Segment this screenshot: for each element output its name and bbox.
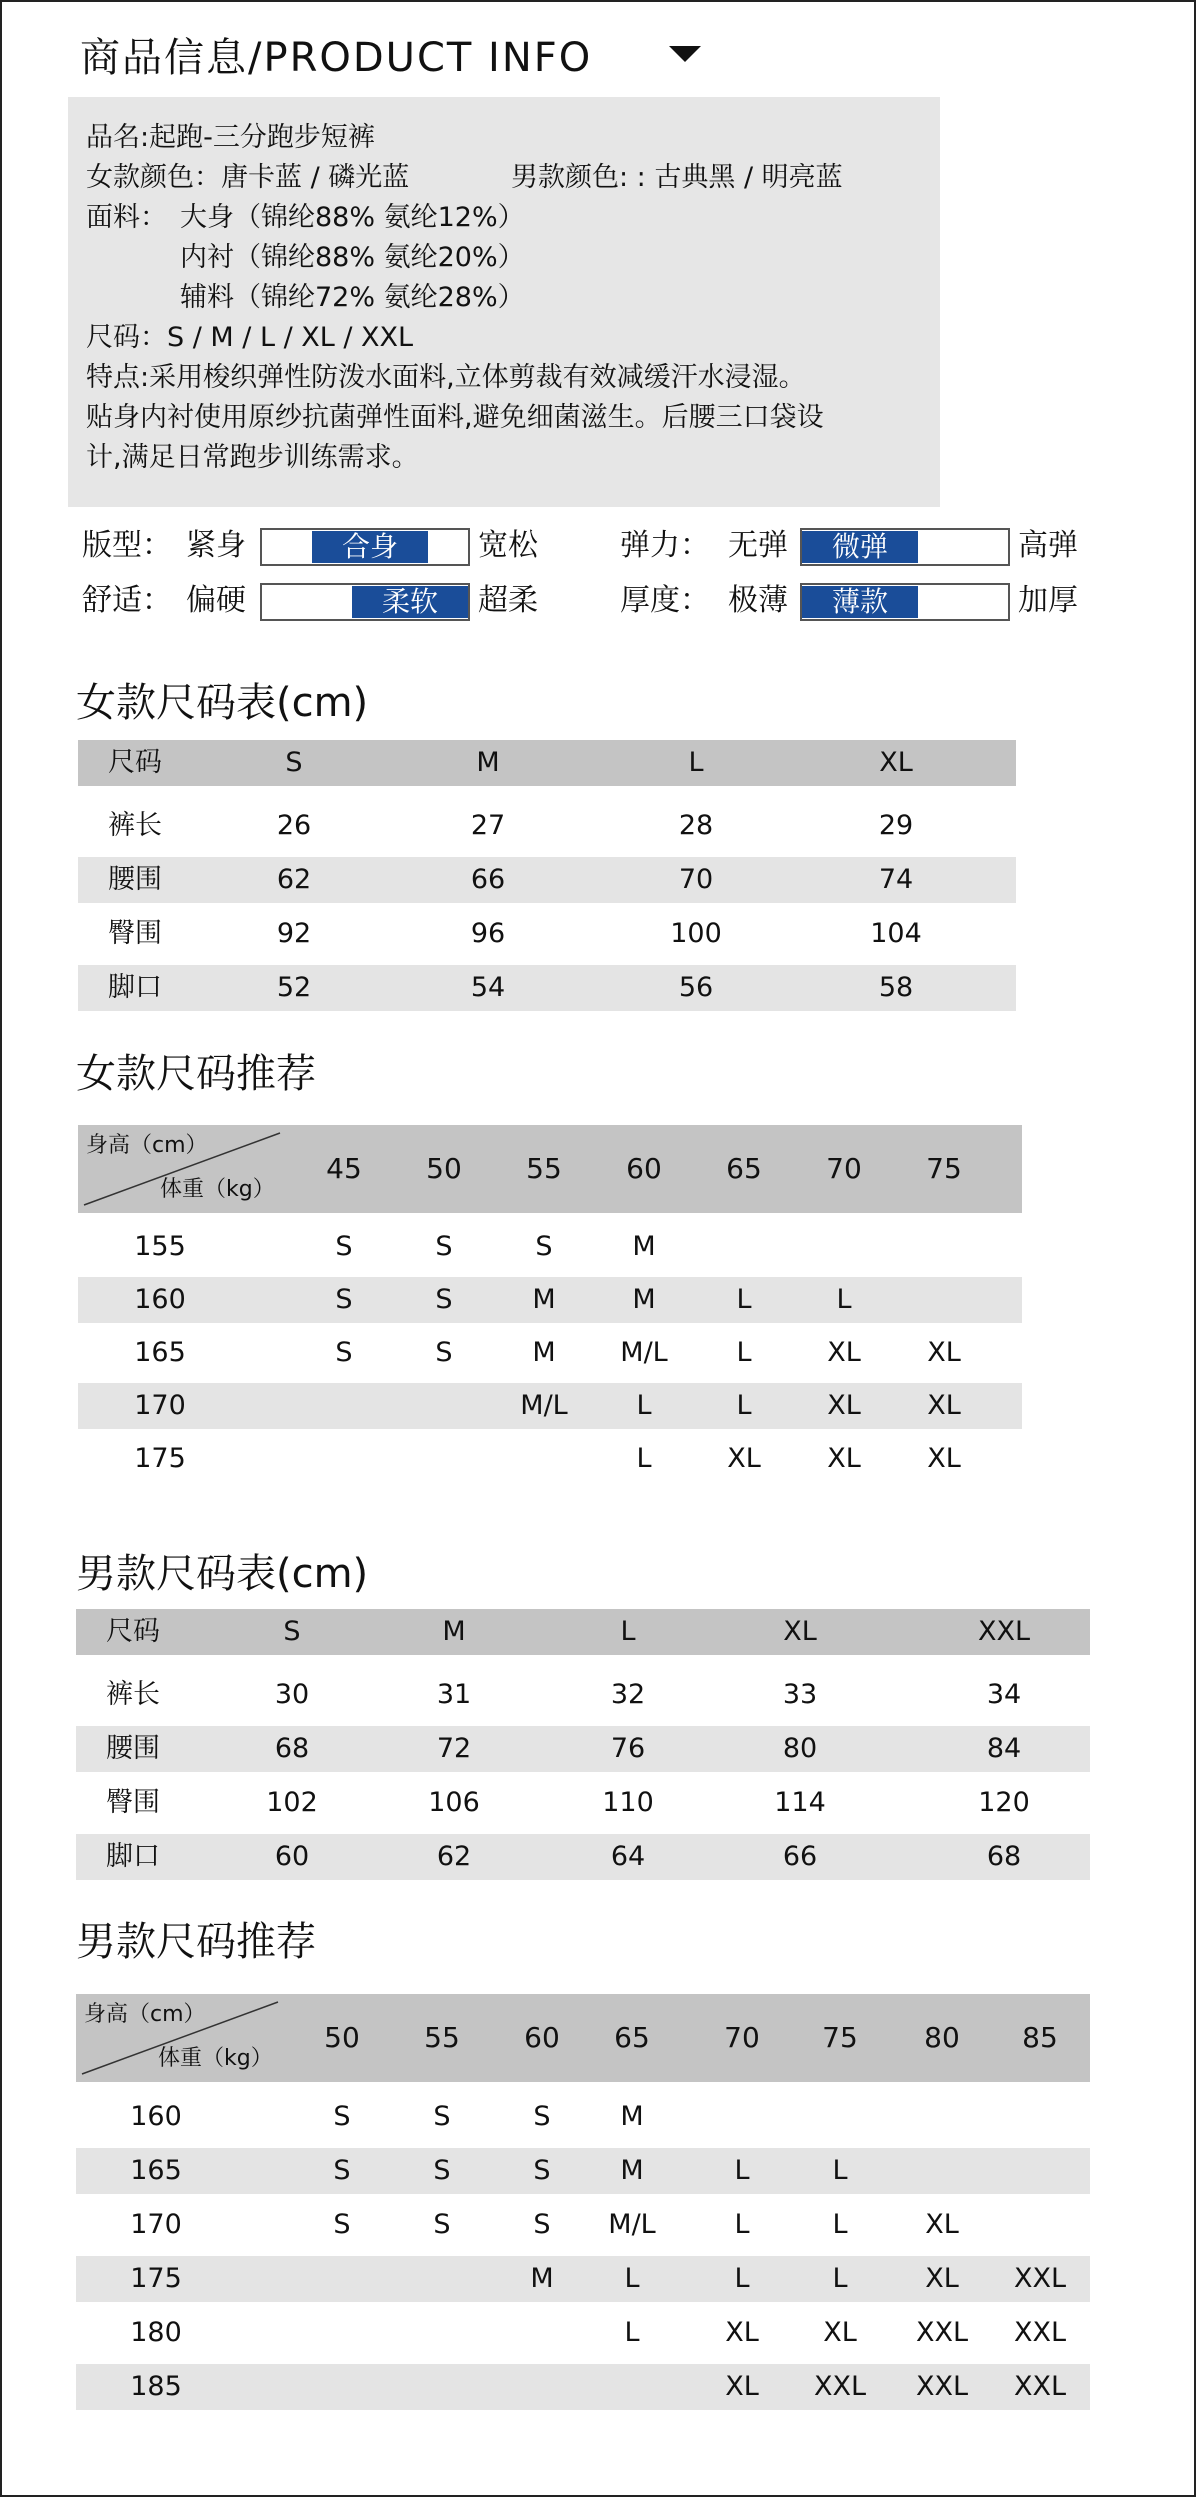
elasticity-scale	[800, 528, 1010, 566]
women-size-table-row	[78, 857, 1016, 903]
thickness-right: 加厚	[1018, 583, 1078, 618]
women-recommend-table-cell: M/L	[620, 1337, 668, 1368]
women-recommend-table-cell: XL	[927, 1443, 961, 1474]
thickness-scale	[800, 583, 1010, 621]
men-size-table-cell: 脚口	[106, 1841, 160, 1872]
men-size-table-header-cell: XXL	[977, 1616, 1031, 1647]
men-recommend-table-weight-value: 60	[524, 2021, 560, 2054]
women-size-table-cell: 28	[678, 810, 714, 841]
men-recommend-table-weight-value: 80	[924, 2021, 960, 2054]
men-recommend-table-cell: M/L	[608, 2209, 656, 2240]
comfort-left: 偏硬	[186, 583, 246, 618]
women-size-table-cell: 74	[878, 864, 914, 895]
women-recommend-table-weight-value: 75	[926, 1152, 962, 1185]
men-recommend-table-row	[76, 2202, 1090, 2248]
men-size-table-cell: 34	[986, 1679, 1022, 1710]
fit-left: 紧身	[186, 528, 246, 563]
thickness-selected: 薄款	[802, 586, 918, 618]
men-recommend-table-row	[76, 2310, 1090, 2356]
men-recommend-table-row	[76, 2256, 1090, 2302]
men-recommend-table-cell: M	[620, 2155, 644, 2186]
comfort-right: 超柔	[478, 583, 538, 618]
women-recommend-table-cell: L	[636, 1390, 652, 1421]
men-recommend-table-cell: L	[734, 2209, 750, 2240]
women-size-table-cell: 裤长	[108, 810, 162, 841]
men-recommend-table-cell: S	[533, 2155, 551, 2186]
men-recommend-table-cell: S	[433, 2101, 451, 2132]
men-size-table-cell: 64	[610, 1841, 646, 1872]
women-size-table-cell: 脚口	[108, 972, 162, 1003]
thickness-left: 极薄	[728, 583, 788, 618]
men-size-table-row	[76, 1834, 1090, 1880]
men-recommend-table-cell: 185	[130, 2371, 182, 2402]
women-recommend-table-cell: M	[632, 1231, 656, 1262]
men-recommend-table-cell: XXL	[1013, 2371, 1067, 2402]
women-recommend-table-weight-label: 体重（kg）	[160, 1177, 275, 1202]
elasticity-left: 无弹	[728, 528, 788, 563]
men-recommend-table-cell: XL	[823, 2317, 857, 2348]
women-recommend-table-row	[78, 1383, 1022, 1429]
men-recommend-table-cell: XL	[725, 2317, 759, 2348]
product-info-panel	[68, 97, 940, 507]
men-size-table-cell: 33	[782, 1679, 818, 1710]
women-size-table-header-cell: L	[688, 747, 704, 778]
men-size-table-cell: 68	[986, 1841, 1022, 1872]
women-recommend-table-row	[78, 1330, 1022, 1376]
women-size-table-row	[78, 803, 1016, 849]
men-recommend-table-cell: L	[832, 2155, 848, 2186]
women-recommend-table-cell: S	[335, 1337, 353, 1368]
men-recommend-table-cell: 165	[130, 2155, 182, 2186]
fabric-lining: 内衬（锦纶88% 氨纶20%）	[180, 242, 525, 273]
men-recommend-table-weight-label: 体重（kg）	[158, 2046, 273, 2071]
women-size-table-header-cell: M	[476, 747, 500, 778]
women-size-table-title: 女款尺码表(cm)	[76, 680, 369, 726]
men-recommend-table-cell: L	[624, 2263, 640, 2294]
fit-scale	[260, 528, 470, 566]
men-recommend-table-cell: L	[832, 2263, 848, 2294]
men-size-table-header-cell: M	[442, 1616, 466, 1647]
men-recommend-table-cell: S	[333, 2101, 351, 2132]
fit-selected: 合身	[312, 531, 428, 563]
men-size-table-row	[76, 1726, 1090, 1772]
women-size-table-cell: 52	[276, 972, 312, 1003]
men-recommend-table-weight-value: 65	[614, 2021, 650, 2054]
men-recommend-table-weight-value: 75	[822, 2021, 858, 2054]
men-recommend-table-weight-value: 55	[424, 2021, 460, 2054]
women-recommend-table-weight-value: 50	[426, 1152, 462, 1185]
features-line-2: 贴身内衬使用原纱抗菌弹性面料,避免细菌滋生。后腰三口袋设	[86, 402, 824, 433]
men-recommend-table-cell: S	[533, 2101, 551, 2132]
men-size-table-cell: 裤长	[106, 1679, 160, 1710]
men-recommend-table-header	[76, 1994, 1090, 2082]
elasticity-label: 弹力：	[620, 528, 710, 563]
women-recommend-table-cell: M/L	[520, 1390, 568, 1421]
women-recommend-table-height-label: 身高（cm）	[86, 1133, 208, 1158]
men-recommend-table-row	[76, 2148, 1090, 2194]
women-size-table-row	[78, 965, 1016, 1011]
product-name: 品名:起跑-三分跑步短裤	[86, 122, 375, 153]
comfort-selected: 柔软	[352, 586, 468, 618]
women-size-table-cell: 96	[470, 918, 506, 949]
men-size-table-cell: 114	[774, 1787, 826, 1818]
women-recommend-table-row	[78, 1224, 1022, 1270]
fabric-trim: 辅料（锦纶72% 氨纶28%）	[180, 282, 525, 313]
women-recommend-table-cell: S	[335, 1231, 353, 1262]
men-size-table-header-cell: S	[283, 1616, 301, 1647]
women-recommend-table-cell: XL	[727, 1443, 761, 1474]
men-recommend-table-cell: XXL	[1013, 2317, 1067, 2348]
men-recommend-table-cell: XL	[925, 2209, 959, 2240]
comfort-label: 舒适：	[82, 583, 172, 618]
men-size-table-cell: 62	[436, 1841, 472, 1872]
men-recommend-table-row	[76, 2364, 1090, 2410]
women-recommend-table-weight-value: 70	[826, 1152, 862, 1185]
men-recommend-table-cell: S	[433, 2209, 451, 2240]
women-size-table-row	[78, 911, 1016, 957]
women-recommend-table-cell: L	[836, 1284, 852, 1315]
men-recommend-table-cell: S	[433, 2155, 451, 2186]
women-size-table-cell: 26	[276, 810, 312, 841]
men-size-table-cell: 60	[274, 1841, 310, 1872]
women-recommend-table-cell: XL	[827, 1337, 861, 1368]
women-size-table-cell: 腰围	[108, 864, 162, 895]
women-recommend-table-cell: L	[736, 1337, 752, 1368]
women-recommend-title: 女款尺码推荐	[76, 1051, 316, 1097]
women-recommend-table-row	[78, 1277, 1022, 1323]
women-recommend-table-cell: XL	[927, 1390, 961, 1421]
men-recommend-table-cell: XXL	[813, 2371, 867, 2402]
men-size-table-header-cell: L	[620, 1616, 636, 1647]
men-recommend-table-cell: M	[620, 2101, 644, 2132]
women-size-table-cell: 70	[678, 864, 714, 895]
men-size-table-row	[76, 1780, 1090, 1826]
men-recommend-table-cell: M	[530, 2263, 554, 2294]
men-recommend-title: 男款尺码推荐	[76, 1919, 316, 1965]
men-recommend-table-cell: L	[624, 2317, 640, 2348]
features-line-1: 特点:采用梭织弹性防泼水面料,立体剪裁有效减缓汗水浸湿。	[86, 362, 806, 393]
men-recommend-table-weight-value: 70	[724, 2021, 760, 2054]
men-colors: 男款颜色: : 古典黑 / 明亮蓝	[511, 162, 843, 193]
women-recommend-table-cell: XL	[827, 1390, 861, 1421]
men-recommend-table-cell: L	[734, 2263, 750, 2294]
women-recommend-table-weight-value: 55	[526, 1152, 562, 1185]
men-size-table-cell: 76	[610, 1733, 646, 1764]
triangle-down-icon[interactable]	[669, 46, 701, 62]
men-size-table-cell: 32	[610, 1679, 646, 1710]
women-recommend-table-cell: 175	[134, 1443, 186, 1474]
men-size-table-cell: 84	[986, 1733, 1022, 1764]
women-recommend-table-cell: XL	[927, 1337, 961, 1368]
men-size-table-cell: 臀围	[106, 1787, 160, 1818]
men-size-table-cell: 102	[266, 1787, 318, 1818]
men-recommend-table-cell: XL	[925, 2263, 959, 2294]
women-recommend-table-cell: XL	[827, 1443, 861, 1474]
page-title: 商品信息/PRODUCT INFO	[80, 35, 593, 81]
women-size-table-cell: 54	[470, 972, 506, 1003]
men-recommend-table-cell: 160	[130, 2101, 182, 2132]
men-recommend-table-row	[76, 2094, 1090, 2140]
men-size-table-cell: 腰围	[106, 1733, 160, 1764]
men-recommend-table-cell: 175	[130, 2263, 182, 2294]
men-recommend-table-cell: 180	[130, 2317, 182, 2348]
women-recommend-table-cell: L	[736, 1284, 752, 1315]
women-size-table-cell: 58	[878, 972, 914, 1003]
women-recommend-table-cell: S	[435, 1231, 453, 1262]
men-recommend-table-cell: XL	[725, 2371, 759, 2402]
comfort-scale	[260, 583, 470, 621]
women-recommend-table-cell: S	[435, 1337, 453, 1368]
elasticity-selected: 微弹	[802, 531, 918, 563]
men-recommend-table-cell: XXL	[915, 2371, 969, 2402]
women-recommend-table-row	[78, 1436, 1022, 1482]
women-recommend-table-weight-value: 45	[326, 1152, 362, 1185]
women-size-table-cell: 92	[276, 918, 312, 949]
women-size-table-header-cell: 尺码	[108, 747, 162, 778]
fabric-main: 大身（锦纶88% 氨纶12%）	[180, 202, 525, 233]
men-recommend-table-cell: S	[533, 2209, 551, 2240]
men-size-table-cell: 110	[602, 1787, 654, 1818]
men-size-table-cell: 80	[782, 1733, 818, 1764]
women-size-table-cell: 27	[470, 810, 506, 841]
women-size-table-cell: 104	[870, 918, 922, 949]
men-recommend-table-cell: 170	[130, 2209, 182, 2240]
women-recommend-table-cell: S	[335, 1284, 353, 1315]
men-size-table-header	[76, 1609, 1090, 1655]
women-recommend-table-cell: 155	[134, 1231, 186, 1262]
women-recommend-table-cell: 160	[134, 1284, 186, 1315]
men-recommend-table-weight-value: 85	[1022, 2021, 1058, 2054]
women-size-table-cell: 臀围	[108, 918, 162, 949]
men-size-table-header-cell: XL	[783, 1616, 817, 1647]
women-size-table-cell: 66	[470, 864, 506, 895]
men-recommend-table-cell: S	[333, 2209, 351, 2240]
men-recommend-table-cell: S	[333, 2155, 351, 2186]
women-recommend-table-cell: L	[636, 1443, 652, 1474]
women-recommend-table-cell: S	[435, 1284, 453, 1315]
men-size-table-header-cell: 尺码	[106, 1616, 160, 1647]
thickness-label: 厚度：	[620, 583, 710, 618]
women-size-table-cell: 100	[670, 918, 722, 949]
women-size-table-cell: 62	[276, 864, 312, 895]
men-recommend-table-weight-value: 50	[324, 2021, 360, 2054]
men-size-table-cell: 68	[274, 1733, 310, 1764]
fabric-label: 面料：	[86, 202, 167, 233]
men-recommend-table-cell: XXL	[1013, 2263, 1067, 2294]
women-size-table-header-cell: XL	[879, 747, 913, 778]
men-size-table-title: 男款尺码表(cm)	[76, 1551, 369, 1597]
men-size-table-cell: 120	[978, 1787, 1030, 1818]
men-size-table-cell: 30	[274, 1679, 310, 1710]
women-colors: 女款颜色：唐卡蓝 / 磷光蓝	[86, 162, 410, 193]
women-recommend-table-cell: M	[632, 1284, 656, 1315]
women-recommend-table-weight-value: 60	[626, 1152, 662, 1185]
men-recommend-table-cell: L	[734, 2155, 750, 2186]
women-recommend-table-header	[78, 1125, 1022, 1213]
women-recommend-table-cell: L	[736, 1390, 752, 1421]
women-recommend-table-cell: M	[532, 1337, 556, 1368]
women-size-table-cell: 56	[678, 972, 714, 1003]
women-size-table-cell: 29	[878, 810, 914, 841]
women-size-table-header	[78, 740, 1016, 786]
women-recommend-table-cell: S	[535, 1231, 553, 1262]
men-size-table-cell: 72	[436, 1733, 472, 1764]
fit-right: 宽松	[478, 528, 538, 563]
women-recommend-table-weight-value: 65	[726, 1152, 762, 1185]
men-recommend-table-height-label: 身高（cm）	[84, 2002, 206, 2027]
size-list: 尺码：S / M / L / XL / XXL	[86, 322, 414, 353]
features-line-3: 计,满足日常跑步训练需求。	[86, 442, 419, 473]
men-size-table-cell: 106	[428, 1787, 480, 1818]
women-recommend-table-cell: M	[532, 1284, 556, 1315]
women-recommend-table-cell: 170	[134, 1390, 186, 1421]
men-recommend-table-cell: XXL	[915, 2317, 969, 2348]
men-recommend-table-cell: L	[832, 2209, 848, 2240]
men-size-table-cell: 66	[782, 1841, 818, 1872]
men-size-table-row	[76, 1672, 1090, 1718]
men-size-table-cell: 31	[436, 1679, 472, 1710]
women-size-table-header-cell: S	[285, 747, 303, 778]
fit-label: 版型：	[82, 528, 172, 563]
women-recommend-table-cell: 165	[134, 1337, 186, 1368]
elasticity-right: 高弹	[1018, 528, 1078, 563]
